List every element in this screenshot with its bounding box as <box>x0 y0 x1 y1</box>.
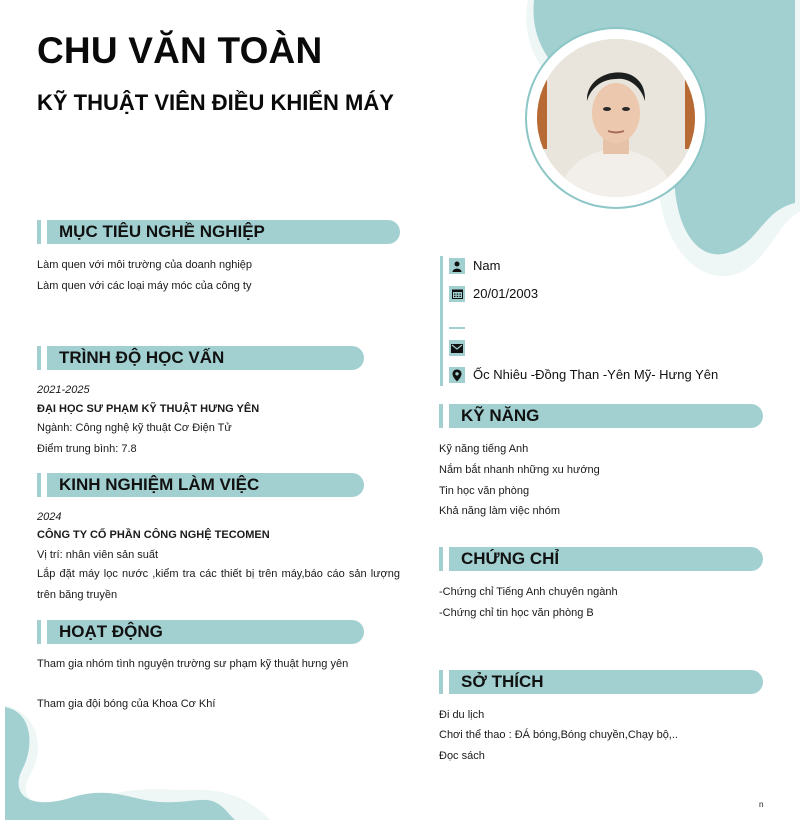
section-header-hobbies <box>439 670 763 694</box>
section-accent-bar <box>439 404 443 428</box>
skill-item: Khả năng làm việc nhóm <box>439 505 561 517</box>
section-accent-bar <box>37 220 41 244</box>
section-header-objective <box>37 220 400 244</box>
experience-period: 2024 <box>37 511 62 523</box>
objective-line: Làm quen với các loại máy móc của công ty <box>37 280 252 292</box>
certificate-item: -Chứng chỉ Tiếng Anh chuyên ngành <box>439 586 618 598</box>
objective-line: Làm quen với môi trường của doanh nghiệp <box>37 259 253 271</box>
profile-photo-frame <box>527 29 705 207</box>
phone-placeholder-divider <box>449 327 465 329</box>
section-header-certificates <box>439 547 763 571</box>
section-title: KỸ NĂNG <box>461 406 540 425</box>
contact-address: Ốc Nhiêu -Đồng Than -Yên Mỹ- Hưng Yên <box>473 367 719 382</box>
contact-accent-line <box>440 256 443 386</box>
section-title: HOẠT ĐỘNG <box>59 622 163 641</box>
section-accent-bar <box>439 670 443 694</box>
calendar-icon <box>449 286 465 302</box>
location-icon <box>449 367 465 383</box>
candidate-name: CHU VĂN TOÀN <box>37 30 323 71</box>
activity-item: Tham gia nhóm tình nguyện trường sư phạm kỹ thuật hưng yên <box>37 658 349 670</box>
skill-item: Kỹ năng tiếng Anh <box>439 443 529 455</box>
section-accent-bar <box>439 547 443 571</box>
section-title: MỤC TIÊU NGHỀ NGHIỆP <box>59 222 265 241</box>
experience-position: Vị trí: nhân viên sản suất <box>37 549 159 561</box>
experience-company: CÔNG TY CỐ PHẦN CÔNG NGHỆ TECOMEN <box>37 529 270 541</box>
person-icon <box>449 258 465 274</box>
portrait-icon <box>537 39 695 197</box>
section-accent-bar <box>37 473 41 497</box>
section-header-education <box>37 346 364 370</box>
education-gpa: Điểm trung bình: 7.8 <box>37 443 137 455</box>
skill-item: Tin học văn phòng <box>439 485 530 497</box>
section-header-experience <box>37 473 364 497</box>
hobby-item: Đọc sách <box>439 750 485 762</box>
section-accent-bar <box>37 620 41 644</box>
footer-mark: n <box>759 800 764 809</box>
education-period: 2021-2025 <box>37 384 90 396</box>
section-title: TRÌNH ĐỘ HỌC VẤN <box>59 348 225 367</box>
skill-item: Nắm bắt nhanh những xu hướng <box>439 464 600 476</box>
experience-description: Lắp đặt máy lọc nước ,kiểm tra các thiết bị trên máy,báo cáo sản lượng trên băng truyền <box>37 568 400 601</box>
hobby-item: Chơi thể thao : ĐÁ bóng,Bóng chuyền,Chạy bộ,.. <box>439 729 678 741</box>
hobby-item: Đi du lịch <box>439 709 485 721</box>
certificate-item: -Chứng chỉ tin học văn phòng B <box>439 607 594 619</box>
job-title: KỸ THUẬT VIÊN ĐIỀU KHIỂN MÁY <box>37 90 394 115</box>
profile-photo <box>537 39 695 197</box>
contact-birthdate: 20/01/2003 <box>473 286 539 301</box>
section-header-skills <box>439 404 763 428</box>
section-title: SỞ THÍCH <box>461 672 544 691</box>
section-title: KINH NGHIỆM LÀM VIỆC <box>59 475 260 494</box>
section-accent-bar <box>37 346 41 370</box>
email-icon <box>449 340 465 356</box>
section-title: CHỨNG CHỈ <box>461 549 560 568</box>
education-major: Ngành: Công nghệ kỹ thuật Cơ Điện Tử <box>37 422 232 434</box>
education-school: ĐẠI HỌC SƯ PHẠM KỸ THUẬT HƯNG YÊN <box>37 403 260 415</box>
contact-gender: Nam <box>473 258 501 273</box>
section-header-activities <box>37 620 364 644</box>
activity-item: Tham gia đội bóng của Khoa Cơ Khí <box>37 698 216 710</box>
